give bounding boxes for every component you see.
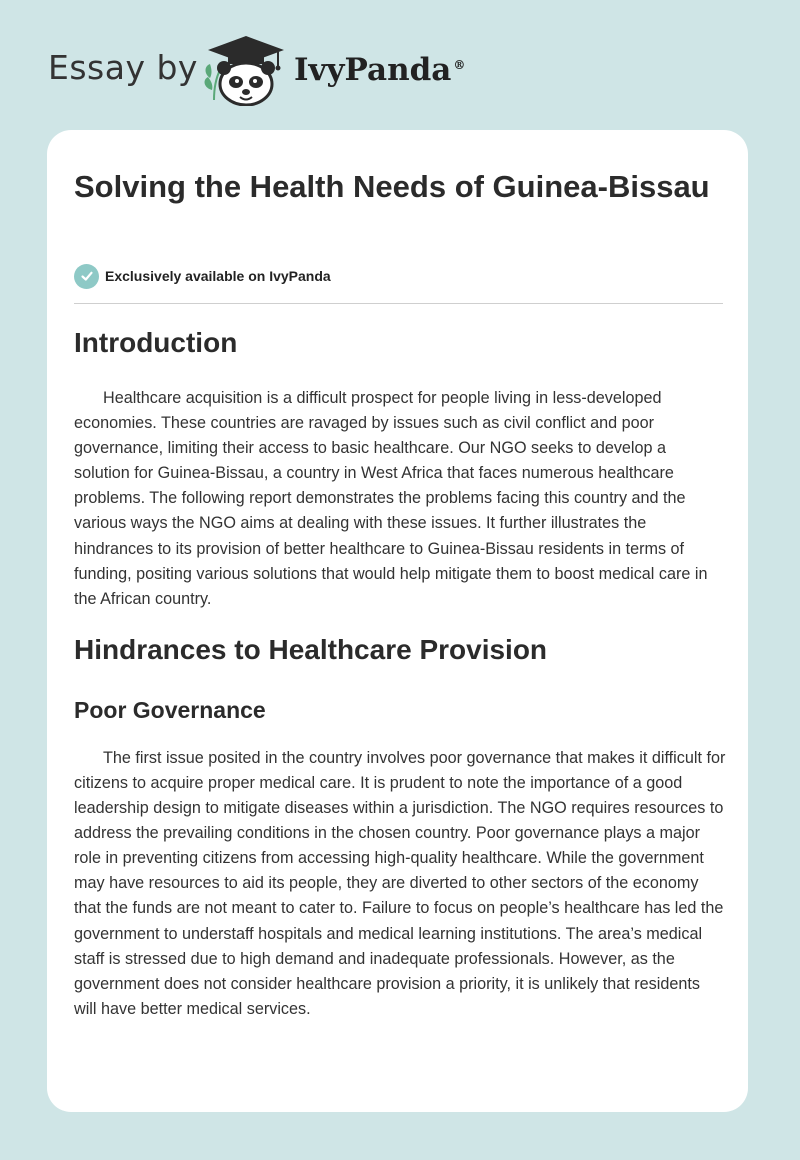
exclusive-badge bbox=[74, 263, 331, 289]
essay-by-label: Essay by bbox=[48, 48, 198, 87]
brand-text: IvyPanda bbox=[294, 52, 452, 88]
subsection-heading-poor-governance: Poor Governance bbox=[74, 696, 266, 723]
site-header bbox=[48, 34, 508, 106]
essay-body bbox=[74, 320, 726, 1022]
divider bbox=[74, 303, 723, 304]
registered-mark: ® bbox=[453, 57, 466, 72]
check-circle-icon bbox=[74, 264, 99, 289]
section-heading-introduction: Introduction bbox=[74, 327, 238, 358]
brand-name[interactable] bbox=[294, 52, 465, 88]
badge-label: Exclusively available on IvyPanda bbox=[105, 268, 331, 284]
panda-logo-icon[interactable] bbox=[200, 34, 292, 106]
paragraph-poor-governance: The first issue posited in the country involves poor governance that makes it difficult for citizens to acquire proper medical care. It is prudent to note the importance of a good leadership design to mitigate diseases within a jurisdiction. The NGO requires resources to address the prevailing conditions in the chosen country. Poor governance plays a major role in preventing citizens from accessing high-quality healthcare. While the government may have resources to aid its people, they are diverted to other sectors of the economy that the funds are not meant to cater to. Failure to focus on people’s healthcare has led the government to understaff hospitals and medical learning institutions. The area’s medical staff is stressed due to high demand and inadequate professionals. However, as the government does not consider healthcare provision a priority, it is unlikely that residents will have better medical services. bbox=[74, 748, 726, 1018]
section-heading-hindrances: Hindrances to Healthcare Provision bbox=[74, 633, 548, 665]
page-title: Solving the Health Needs of Guinea-Bissau bbox=[74, 169, 710, 204]
essay-card bbox=[47, 130, 748, 1112]
paragraph-introduction: Healthcare acquisition is a difficult prospect for people living in less-developed economies. These countries are ravaged by issues such as civil conflict and poor governance, limiting their access to basic healthcare. Our NGO seeks to develop a solution for Guinea-Bissau, a country in West Africa that faces numerous healthcare problems. The following report demonstrates the problems facing this country and the various ways the NGO aims at dealing with these issues. It further illustrates the hindrances to its provision of better healthcare to Guinea-Bissau residents in terms of funding, positing various solutions that would help mitigate them to boost medical care in the African country. bbox=[74, 389, 708, 608]
